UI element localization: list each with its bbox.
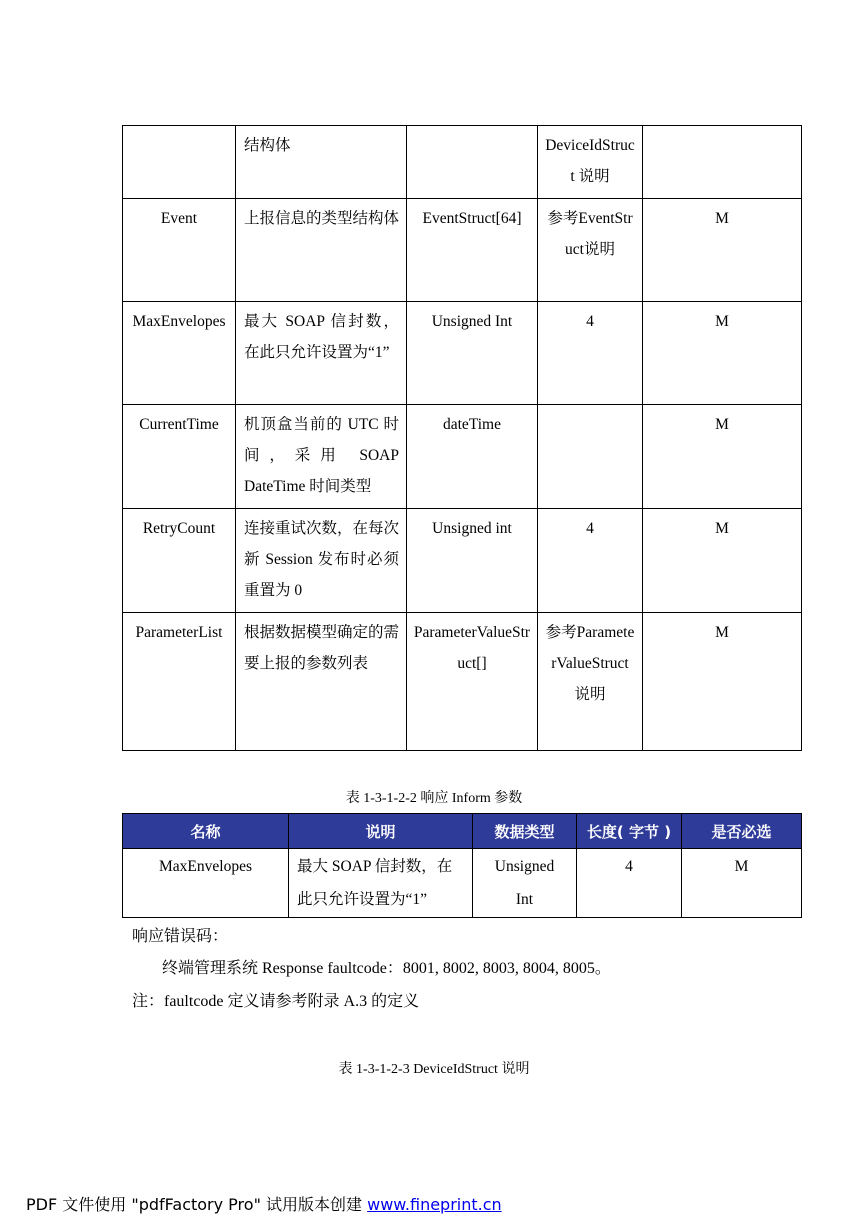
header-type: 数据类型: [473, 814, 577, 849]
parameter-table-continued: [122, 125, 802, 751]
table-row: [123, 126, 802, 199]
param-required-cell: M: [643, 302, 802, 405]
param-length-cell: 参考ParameterValueStruct说明: [538, 613, 643, 751]
error-code-line: 终端管理系统 Response faultcode：8001, 8002, 8003, 8004, 8005。: [162, 960, 611, 977]
table-header-row: [123, 814, 802, 849]
table-row: [123, 509, 802, 613]
param-desc-cell: 根据数据模型确定的需要上报的参数列表: [236, 613, 407, 751]
param-required-cell: M: [682, 849, 802, 918]
param-name-cell: [123, 126, 236, 199]
header-required: 是否必选: [682, 814, 802, 849]
param-length-cell: 4: [538, 302, 643, 405]
error-code-heading: 响应错误码：: [132, 928, 229, 945]
pdf-footer: [26, 1192, 502, 1215]
param-desc-cell: 机顶盒当前的 UTC 时间，采用 SOAP DateTime 时间类型: [236, 405, 407, 509]
table-caption: 表 1-3-1-2-3 DeviceIdStruct 说明: [338, 1062, 530, 1077]
param-type-cell: dateTime: [407, 405, 538, 509]
param-type-cell: EventStruct[64]: [407, 199, 538, 302]
response-inform-table: [122, 813, 802, 918]
param-name-cell: CurrentTime: [123, 405, 236, 509]
param-required-cell: M: [643, 509, 802, 613]
param-desc-cell: 结构体: [236, 126, 407, 199]
footer-link[interactable]: www.fineprint.cn: [367, 1195, 502, 1214]
param-desc-cell: 最大 SOAP 信封数，在此只允许设置为“1”: [236, 302, 407, 405]
param-type-cell: Unsigned Int: [407, 302, 538, 405]
param-required-cell: M: [643, 613, 802, 751]
header-length: 长度( 字节 ): [577, 814, 682, 849]
table-row: [123, 302, 802, 405]
table-row: [123, 199, 802, 302]
footer-text: PDF 文件使用 "pdfFactory Pro" 试用版本创建: [26, 1195, 363, 1214]
header-desc: 说明: [289, 814, 473, 849]
table-row: [123, 405, 802, 509]
param-type-cell: ParameterValueStruct[]: [407, 613, 538, 751]
table-caption: 表 1-3-1-2-2 响应 Inform 参数: [345, 791, 523, 806]
param-name-cell: MaxEnvelopes: [123, 302, 236, 405]
param-length-cell: 参考EventStruct说明: [538, 199, 643, 302]
faultcode-note: 注：faultcode 定义请参考附录 A.3 的定义: [132, 993, 420, 1010]
param-type-cell: Unsigned int: [407, 509, 538, 613]
table-row: [123, 849, 802, 918]
param-length-cell: [538, 405, 643, 509]
param-desc-cell: 上报信息的类型结构体: [236, 199, 407, 302]
param-required-cell: [643, 126, 802, 199]
param-name-cell: MaxEnvelopes: [123, 849, 289, 918]
param-name-cell: ParameterList: [123, 613, 236, 751]
param-desc-cell: 最大 SOAP 信封数，在此只允许设置为“1”: [289, 849, 473, 918]
param-type-cell: Unsigned Int: [473, 849, 577, 918]
param-name-cell: Event: [123, 199, 236, 302]
param-length-cell: DeviceIdStruct 说明: [538, 126, 643, 199]
param-name-cell: RetryCount: [123, 509, 236, 613]
param-desc-cell: 连接重试次数，在每次新 Session 发布时必须重置为 0: [236, 509, 407, 613]
param-required-cell: M: [643, 199, 802, 302]
param-type-cell: [407, 126, 538, 199]
param-required-cell: M: [643, 405, 802, 509]
param-length-cell: 4: [577, 849, 682, 918]
table-row: [123, 613, 802, 751]
header-name: 名称: [123, 814, 289, 849]
param-length-cell: 4: [538, 509, 643, 613]
